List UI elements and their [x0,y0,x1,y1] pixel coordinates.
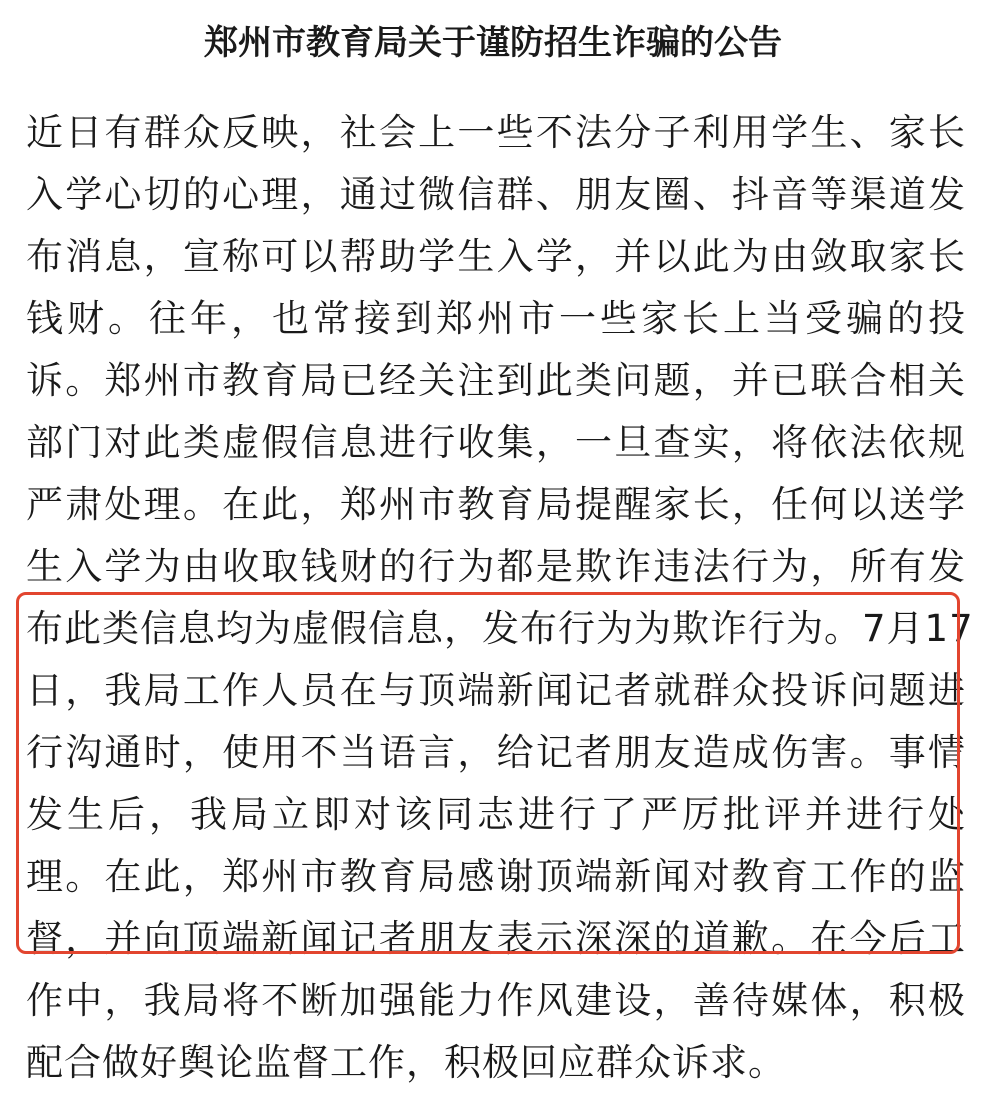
body-line: 日，我局工作人员在与顶端新闻记者就群众投诉问题进 [26,669,966,712]
body-line: 生入学为由收取钱财的行为都是欺诈违法行为，所有发 [26,545,966,588]
body-line: 入学心切的心理，通过微信群、朋友圈、抖音等渠道发 [26,173,966,216]
notice-body [26,102,974,1094]
body-line: 行沟通时，使用不当语言，给记者朋友造成伤害。事情 [26,731,966,774]
body-line: 作中，我局将不断加强能力作风建设，善待媒体，积极 [26,979,966,1022]
body-line: 发生后，我局立即对该同志进行了严厉批评并进行处 [26,793,966,836]
body-line: 理。在此，郑州市教育局感谢顶端新闻对教育工作的监 [26,855,966,898]
body-line: 配合做好舆论监督工作，积极回应群众诉求。 [26,1041,786,1084]
body-line: 诉。郑州市教育局已经关注到此类问题，并已联合相关 [26,359,966,402]
body-line: 钱财。往年，也常接到郑州市一些家长上当受骗的投 [26,297,966,340]
body-line: 布此类信息均为虚假信息，发布行为为欺诈行为。7月17 [26,607,974,650]
body-line: 督，并向顶端新闻记者朋友表示深深的道歉。在今后工 [26,917,966,960]
body-line: 严肃处理。在此，郑州市教育局提醒家长，任何以送学 [26,483,966,526]
body-line: 布消息，宣称可以帮助学生入学，并以此为由敛取家长 [26,235,966,278]
body-line: 近日有群众反映，社会上一些不法分子利用学生、家长 [26,111,966,154]
notice-title: 郑州市教育局关于谨防招生诈骗的公告 [204,23,782,63]
body-line: 部门对此类虚假信息进行收集，一旦查实，将依法依规 [26,421,966,464]
